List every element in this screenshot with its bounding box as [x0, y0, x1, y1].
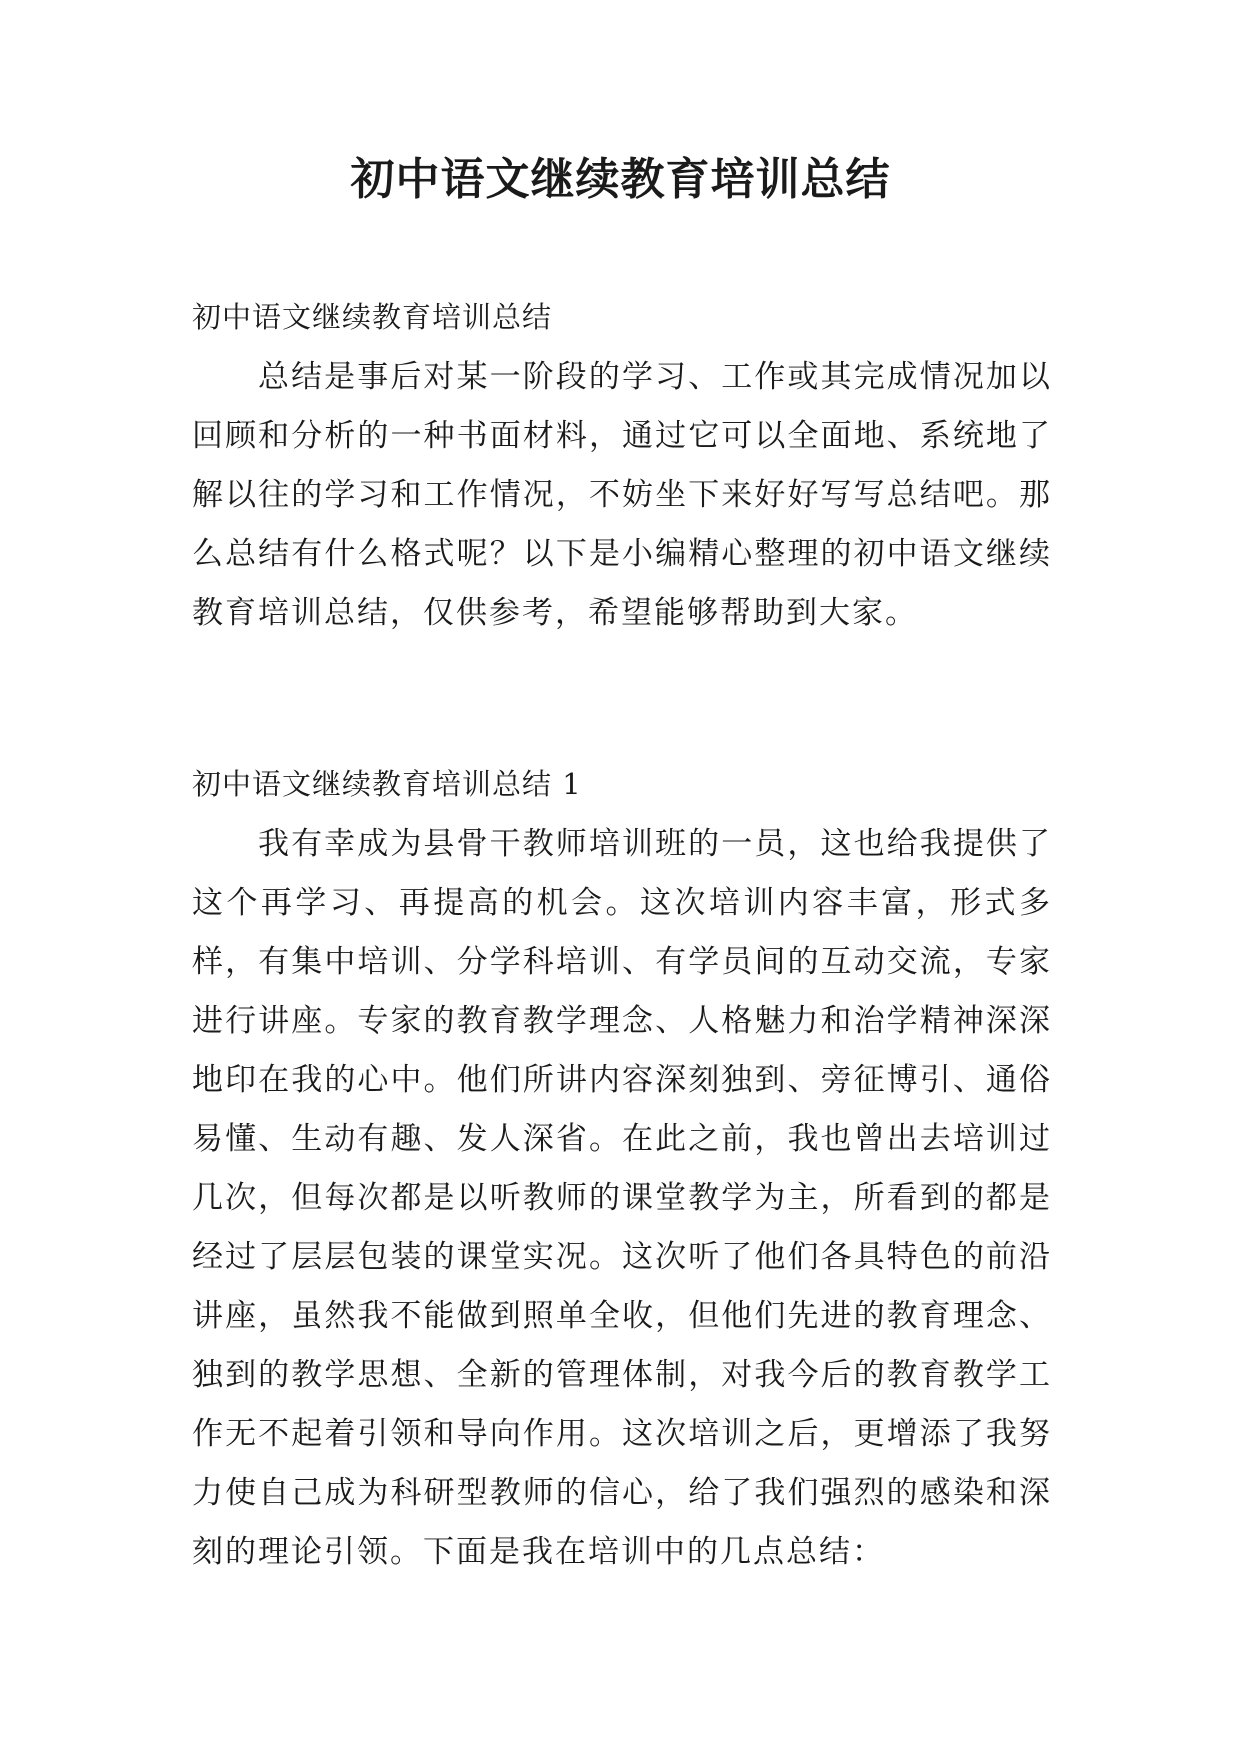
section-paragraph: 我有幸成为县骨干教师培训班的一员，这也给我提供了这个再学习、再提高的机会。这次培训内容丰富，形式多样，有集中培训、分学科培训、有学员间的互动交流，专家进行讲座。专家的教育教学理念、人格魅力和治学精神深深地印在我的心中。他们所讲内容深刻独到、旁征博引、通俗易懂、生动有趣、发人深省。在此之前，我也曾出去培训过几次，但每次都是以听教师的课堂教学为主，所看到的都是经过了层层包装的课堂实况。这次听了他们各具特色的前沿讲座，虽然我不能做到照单全收，但他们先进的教育理念、独到的教学思想、全新的管理体制，对我今后的教育教学工作无不起着引领和导向作用。这次培训之后，更增添了我努力使自己成为科研型教师的信心，给了我们强烈的感染和深刻的理论引领。下面是我在培训中的几点总结： [192, 826, 1052, 1570]
document-title: 初中语文继续教育培训总结 [350, 154, 891, 205]
document-subtitle: 初中语文继续教育培训总结 [192, 300, 553, 334]
intro-paragraph: 总结是事后对某一阶段的学习、工作或其完成情况加以回顾和分析的一种书面材料，通过它可以全面地、系统地了解以往的学习和工作情况，不妨坐下来好好写写总结吧。那么总结有什么格式呢？以下是小编精心整理的初中语文继续教育培训总结，仅供参考，希望能够帮助到大家。 [192, 359, 1052, 631]
section-heading: 初中语文继续教育培训总结 1 [192, 767, 582, 801]
